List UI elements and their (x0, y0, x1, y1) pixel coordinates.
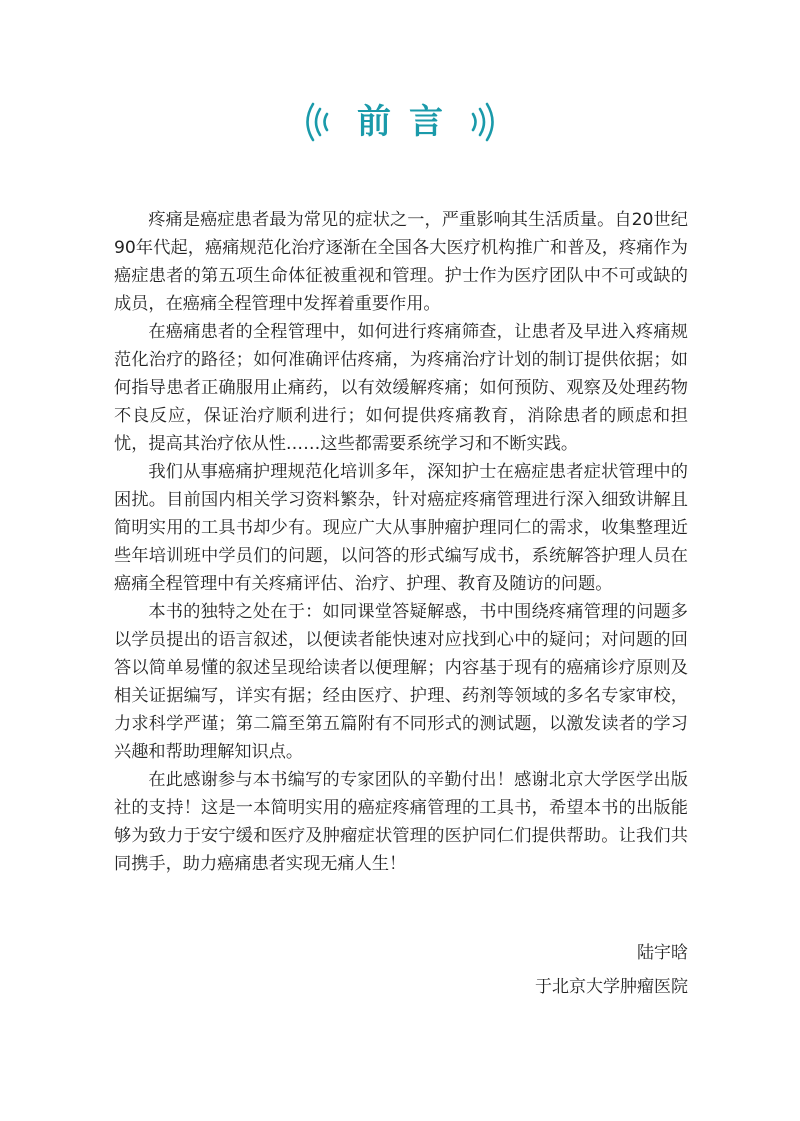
preface-body (114, 206, 688, 878)
paragraph-3: 我们从事癌痛护理规范化培训多年，深知护士在癌症患者症状管理中的困扰。目前国内相关学习资料繁杂，针对癌症疼痛管理进行深入细致讲解且简明实用的工具书却少有。现应广大从事肿瘤护理同仁的需求，收集整理近些年培训班中学员们的问题，以问答的形式编写成书，系统解答护理人员在癌痛全程管理中有关疼痛评估、治疗、护理、教育及随访的问题。 (114, 462, 688, 594)
paragraph-4: 本书的独特之处在于：如同课堂答疑解惑，书中围绕疼痛管理的问题多以学员提出的语言叙述，以便读者能快速对应找到心中的疑问；对问题的回答以简单易懂的叙述呈现给读者以便理解；内容基于现有的癌痛诊疗原则及相关证据编写，详实有据；经由医疗、护理、药剂等领域的多名专家审校，力求科学严谨；第二篇至第五篇附有不同形式的测试题，以激发读者的学习兴趣和帮助理解知识点。 (114, 602, 688, 762)
page-title: 前言 (357, 102, 461, 142)
paragraph-1: 疼痛是癌症患者最为常见的症状之一，严重影响其生活质量。自20世纪90年代起，癌痛规范化治疗逐渐在全国各大医疗机构推广和普及，疼痛作为癌症患者的第五项生命体征被重视和管理。护士作为医疗团队中不可或缺的成员，在癌痛全程管理中发挥着重要作用。 (114, 210, 688, 314)
sound-wave-right-icon (467, 102, 495, 142)
paragraph-2: 在癌痛患者的全程管理中，如何进行疼痛筛查，让患者及早进入疼痛规范化治疗的路径；如何准确评估疼痛，为疼痛治疗计划的制订提供依据；如何指导患者正确服用止痛药，以有效缓解疼痛；如何预防、观察及处理药物不良反应，保证治疗顺利进行；如何提供疼痛教育，消除患者的顾虑和担忧，提高其治疗依从性……这些都需要系统学习和不断实践。 (114, 322, 688, 454)
title-bar (0, 92, 800, 152)
signature-block (535, 936, 688, 1004)
author-name: 陆宇晗 (637, 943, 688, 963)
author-affiliation: 于北京大学肿瘤医院 (535, 977, 688, 997)
sound-wave-left-icon (305, 102, 333, 142)
paragraph-5: 在此感谢参与本书编写的专家团队的辛勤付出！感谢北京大学医学出版社的支持！这是一本简明实用的癌症疼痛管理的工具书，希望本书的出版能够为致力于安宁缓和医疗及肿瘤症状管理的医护同仁们提供帮助。让我们共同携手，助力癌痛患者实现无痛人生！ (114, 770, 688, 874)
